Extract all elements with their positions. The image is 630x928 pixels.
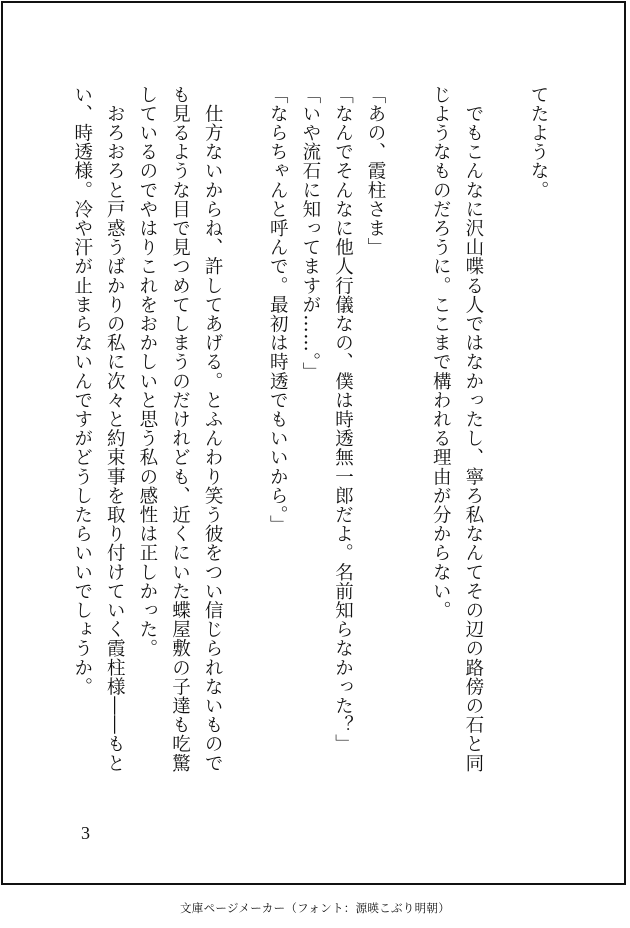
book-page [1, 1, 626, 885]
footer-credit: 文庫ページメーカー（フォント：源暎こぶり明朝） [179, 901, 451, 915]
text-line: しているのでやはりこれをおかしいと思う私の感性は正しかった。 [136, 85, 158, 658]
text-line: おろおろと戸惑うばかりの私に次々と約束事を取り付けていく霞柱様――もと [104, 85, 126, 773]
vertical-text-body [71, 85, 554, 805]
text-line: い、時透様。冷や汗が止まらないんですがどうしたらいいでしょうか。 [71, 85, 93, 697]
text-line: でもこんなに沢山喋る人ではなかったし、寧ろ私なんてその辺の路傍の石と同 [462, 85, 484, 773]
text-line: てたような。 [528, 85, 549, 200]
dialogue-line: 「ならちゃんと呼んで。最初は時透でもいいから。」 [267, 85, 289, 535]
blank-line [489, 85, 522, 805]
dialogue-line: 「あの、霞柱さま」 [365, 85, 387, 257]
dialogue-line: 「いや流石に知ってますが……。」 [299, 85, 321, 382]
text-line: 仕方ないからね、許してあげる。とふんわり笑う彼をつい信じられないもので [202, 85, 224, 773]
text-line: じようなものだろうに。ここまで構われる理由が分からない。 [430, 85, 452, 620]
page-number: 3 [81, 823, 90, 843]
dialogue-line: 「なんでそんなに他人行儀なの、僕は時透無一郎だよ。名前知らなかった？」 [332, 85, 354, 754]
blank-line [228, 85, 261, 805]
text-line: も見るような目で見つめてしまうのだけれども、近くにいた蝶屋敷の子達も吃驚 [169, 85, 191, 773]
blank-line [391, 85, 424, 805]
